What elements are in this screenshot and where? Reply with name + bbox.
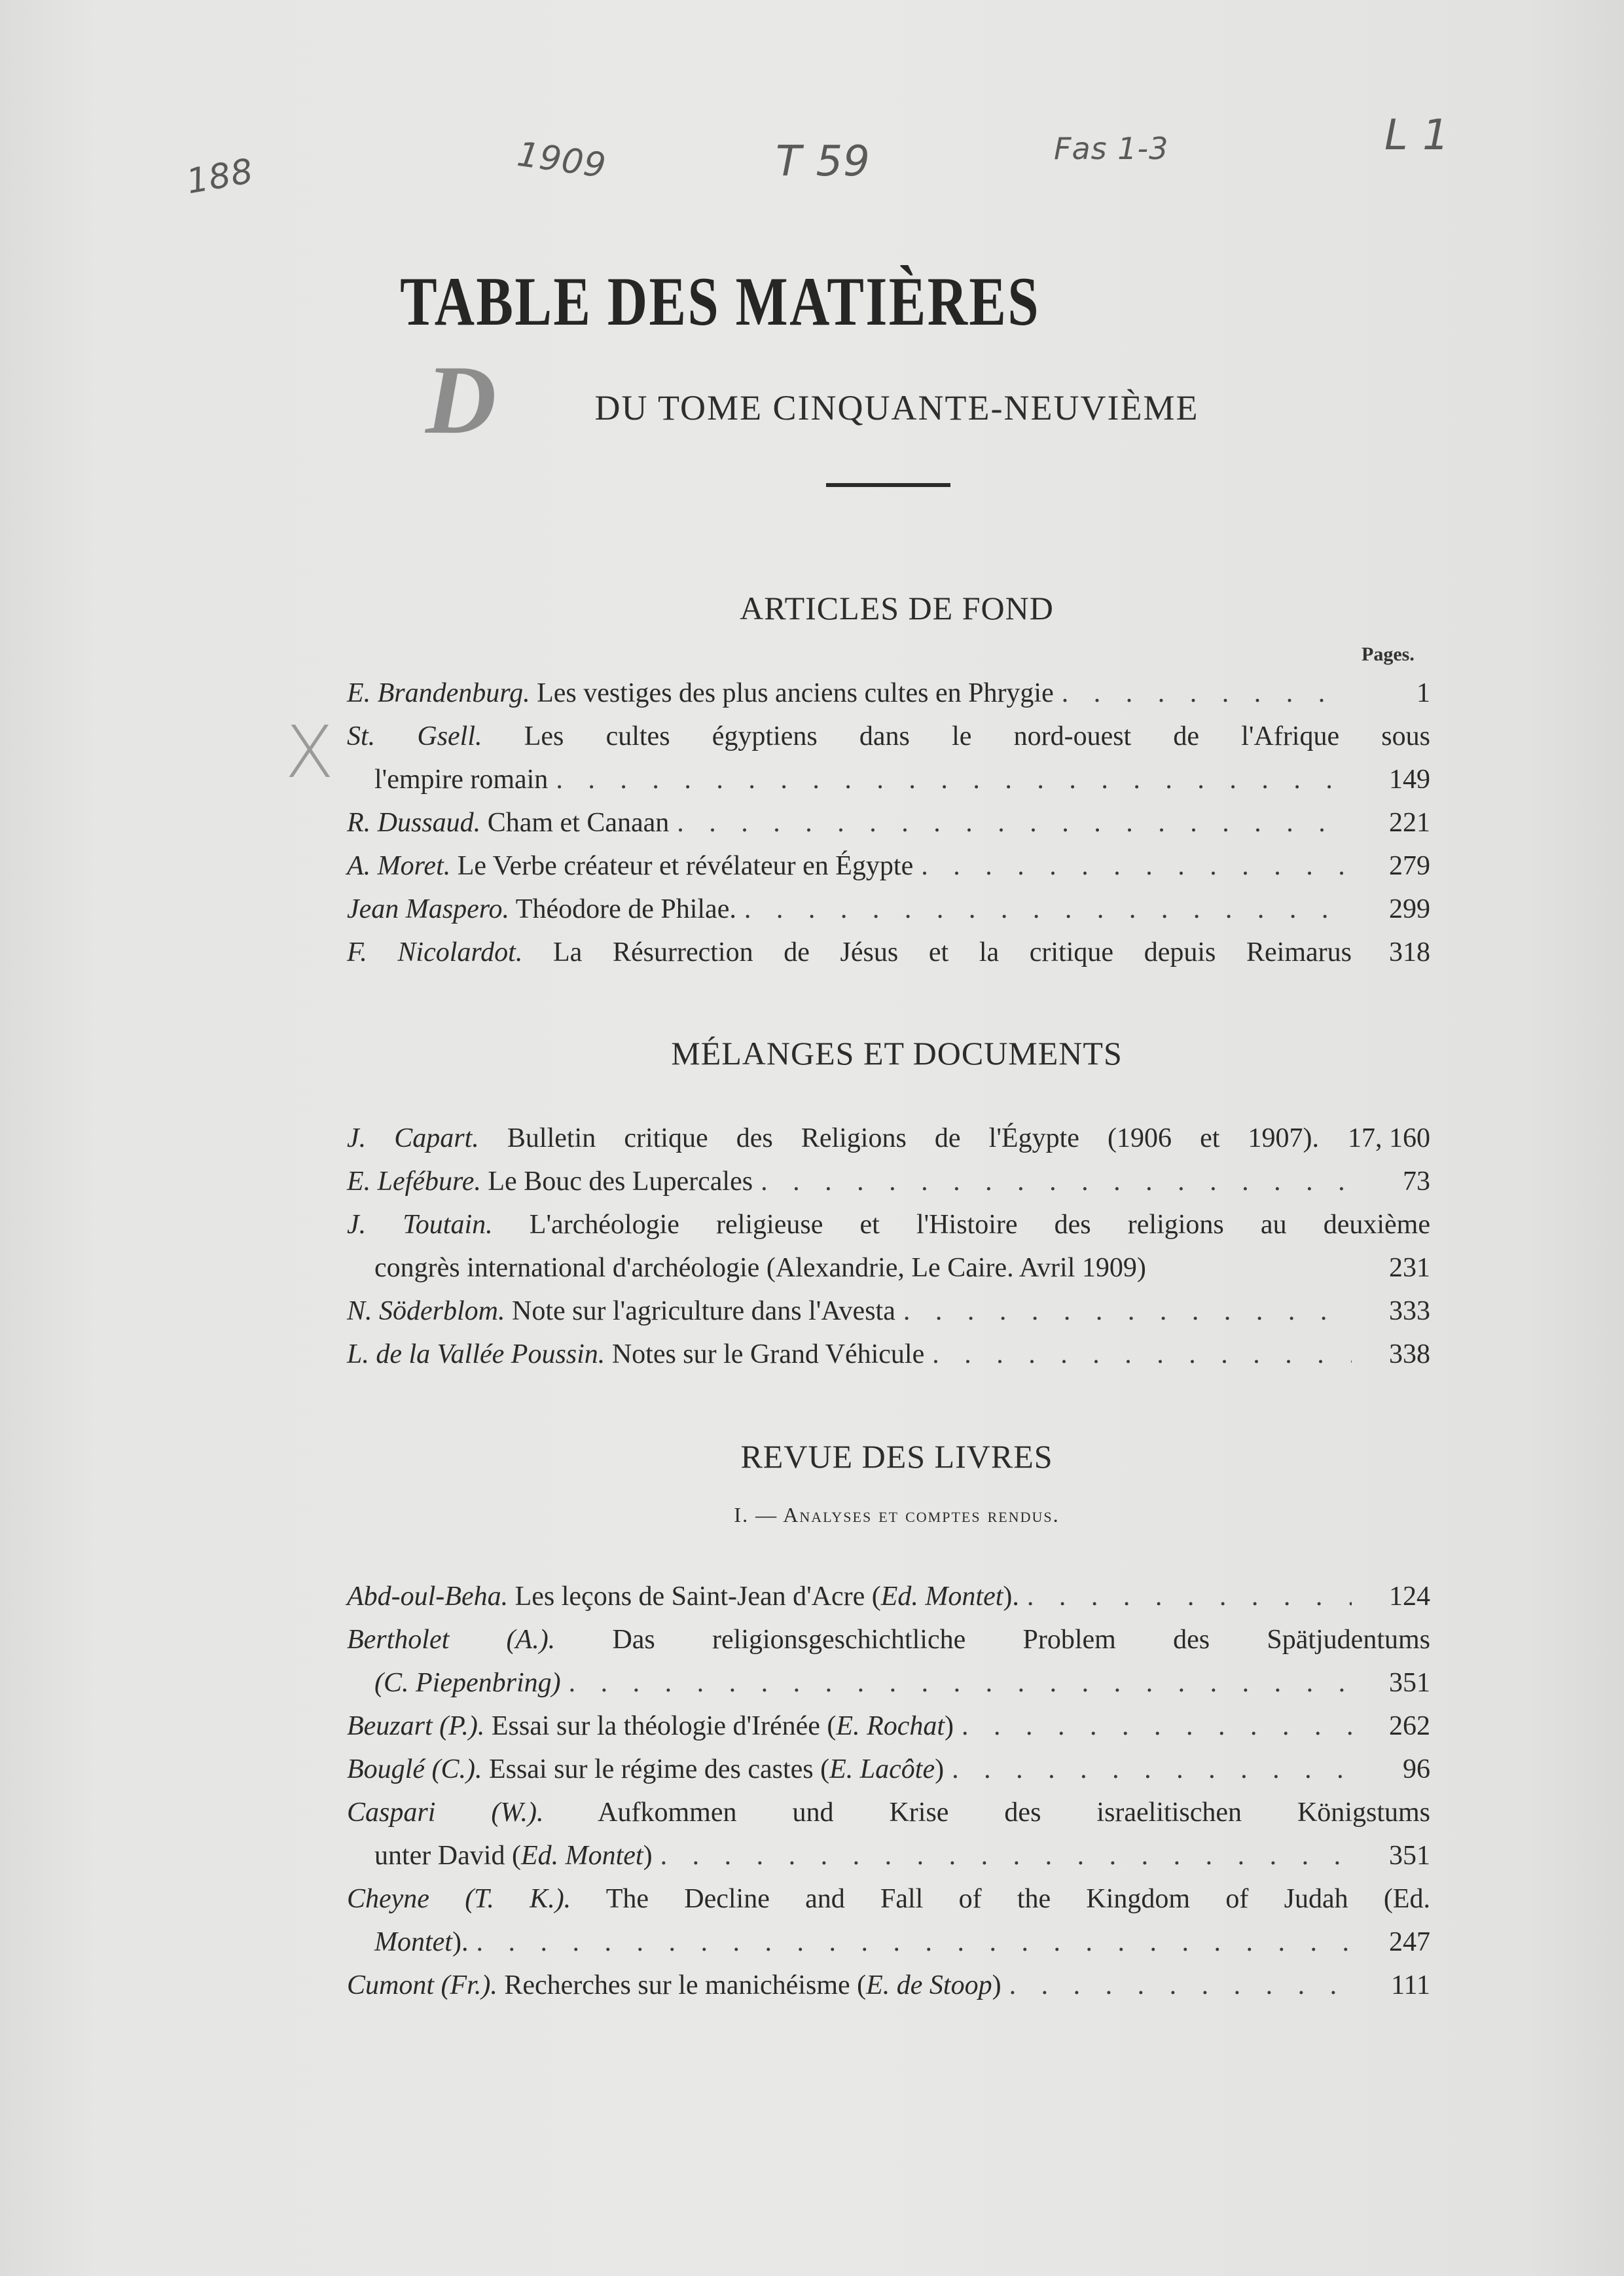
entry-page: 351 — [1389, 1668, 1430, 1698]
entry-author: J. Capart. — [347, 1123, 479, 1153]
articles-list — [347, 672, 1430, 974]
revue-list — [347, 1575, 1430, 2007]
toc-entry-continuation — [347, 758, 1430, 801]
section-heading-articles: ARTICLES DE FOND — [740, 590, 1054, 626]
toc-entry: Bouglé (C.). Essai sur le régime des castes (E. Lacôte) . . . 96 — [347, 1748, 1430, 1791]
toc-entry — [347, 1203, 1430, 1246]
pages-column-label: Pages. — [1362, 643, 1415, 665]
entry-page: 111 — [1391, 1970, 1430, 2000]
entry-author: J. Toutain. — [347, 1210, 493, 1240]
entry-author: Abd-oul-Beha. — [347, 1581, 509, 1612]
entry-author: St. Gsell. — [347, 721, 482, 751]
stamp-letter: D — [425, 346, 497, 454]
toc-entry — [347, 672, 1430, 715]
entry-author: Caspari (W.). — [347, 1797, 544, 1828]
handwritten-note-5: L 1 — [1384, 111, 1450, 160]
entry-page: 96 — [1403, 1754, 1430, 1784]
entry-author: F. Nicolardot. — [347, 937, 523, 967]
entry-page: 149 — [1389, 765, 1430, 795]
section-heading-revue: REVUE DES LIVRES — [740, 1438, 1053, 1475]
toc-entry — [347, 1160, 1430, 1203]
melanges-list — [347, 1117, 1430, 1376]
entry-title: Notes sur le Grand Véhicule — [611, 1339, 925, 1369]
entry-author: R. Dussaud. — [347, 808, 481, 838]
handwritten-note-1: 188 — [183, 151, 257, 202]
page-subtitle: DU TOME CINQUANTE-NEUVIÈME — [594, 388, 1199, 427]
title-divider — [826, 483, 950, 487]
entry-title: Essai sur le régime des castes ( — [488, 1754, 830, 1784]
toc-entry — [347, 1117, 1430, 1160]
entry-page: 17, 160 — [1348, 1123, 1430, 1153]
entry-title: Le Bouc des Lupercales — [488, 1166, 753, 1197]
toc-entry — [347, 844, 1430, 888]
entry-page: 333 — [1389, 1296, 1430, 1326]
entry-title: Aufkommen und Krise des israelitischen Königstums — [598, 1797, 1431, 1828]
entry-title: Le Verbe créateur et révélateur en Égypte — [457, 851, 914, 881]
entry-page: 318 — [1389, 937, 1430, 967]
entry-page: 124 — [1389, 1581, 1430, 1612]
entry-title: La Résurrection de Jésus et la critique depuis Reimarus — [553, 937, 1352, 967]
entry-title: Les cultes égyptiens dans le nord-ouest de l'Afrique sous — [524, 721, 1431, 751]
entry-reviewer: Ed. Montet — [520, 1841, 643, 1871]
subsection-heading-analyses: I. — Analyses et comptes rendus. — [734, 1503, 1060, 1526]
entry-author: Bouglé (C.). — [347, 1754, 482, 1784]
entry-reviewer: (C. Piepenbring) — [374, 1668, 561, 1698]
toc-entry — [347, 1877, 1430, 1921]
entry-author: Cumont (Fr.). — [347, 1970, 497, 2000]
entry-title-cont: congrès international d'archéologie (Alexandrie, Le Caire. Avril 1909) — [374, 1253, 1146, 1283]
entry-page: 231 — [1389, 1253, 1430, 1283]
toc-entry: Cumont (Fr.). Recherches sur le manichéisme (E. de Stoop) . . . 111 — [347, 1964, 1430, 2007]
entry-page: 247 — [1389, 1927, 1430, 1957]
entry-title: Les vestiges des plus anciens cultes en Phrygie — [537, 678, 1054, 708]
handwritten-note-3: T 59 — [776, 137, 871, 186]
entry-page: 279 — [1389, 851, 1430, 881]
entry-title-cont: unter David ( — [374, 1841, 521, 1871]
entry-title: Théodore de Philae. — [515, 894, 736, 924]
entry-author: N. Söderblom. — [347, 1296, 505, 1326]
entry-reviewer: E. Lacôte — [829, 1754, 935, 1784]
toc-entry — [347, 931, 1430, 974]
entry-title: Recherches sur le manichéisme ( — [504, 1970, 867, 2000]
entry-page: 1 — [1416, 678, 1430, 708]
entry-title: Cham et Canaan — [487, 808, 670, 838]
entry-title: Note sur l'agriculture dans l'Avesta — [512, 1296, 895, 1326]
entry-reviewer: E. Rochat — [836, 1711, 945, 1741]
margin-mark: X — [285, 710, 334, 794]
entry-page: 299 — [1389, 894, 1430, 924]
entry-author: Jean Maspero. — [347, 894, 510, 924]
toc-entry-continuation — [347, 1661, 1430, 1705]
entry-page: 221 — [1389, 808, 1430, 838]
entry-page: 351 — [1389, 1841, 1430, 1871]
toc-entry — [347, 801, 1430, 844]
entry-title: Essai sur la théologie d'Irénée ( — [491, 1711, 837, 1741]
entry-title: L'archéologie religieuse et l'Histoire des religions au deuxième — [529, 1210, 1430, 1240]
toc-entry — [347, 715, 1430, 758]
entry-title-cont: l'empire romain — [374, 765, 549, 795]
entry-title: Bulletin critique des Religions de l'Égypte (1906 et 1907). — [507, 1123, 1319, 1153]
handwritten-note-2: 1909 — [514, 134, 609, 187]
entry-author: Cheyne (T. K.). — [347, 1884, 571, 1914]
entry-page: 73 — [1403, 1166, 1430, 1197]
entry-author: Beuzart (P.). — [347, 1711, 485, 1741]
entry-title: Les leçons de Saint-Jean d'Acre ( — [514, 1581, 881, 1612]
page-title: TABLE DES MATIÈRES — [400, 263, 1040, 340]
entry-author: A. Moret. — [347, 851, 451, 881]
entry-author: L. de la Vallée Poussin. — [347, 1339, 605, 1369]
toc-entry-continuation — [347, 1246, 1430, 1290]
entry-title: Das religionsgeschichtliche Problem des Spätjudentums — [612, 1625, 1431, 1655]
toc-entry — [347, 1791, 1430, 1834]
toc-entry: Abd-oul-Beha. Les leçons de Saint-Jean d'Acre (Ed. Montet). . . . 124 — [347, 1575, 1430, 1618]
entry-page: 338 — [1389, 1339, 1430, 1369]
entry-title: The Decline and Fall of the Kingdom of Judah (Ed. — [605, 1884, 1430, 1914]
handwritten-note-4: Fas 1-3 — [1054, 131, 1169, 166]
entry-author: Bertholet (A.). — [347, 1625, 556, 1655]
entry-reviewer: Montet — [374, 1927, 452, 1957]
toc-entry-continuation: unter David (Ed. Montet) . . . 351 — [347, 1834, 1430, 1877]
toc-entry-continuation: Montet). . . . 247 — [347, 1921, 1430, 1964]
entry-reviewer: E. de Stoop — [866, 1970, 992, 2000]
section-heading-melanges: MÉLANGES ET DOCUMENTS — [671, 1035, 1123, 1072]
toc-entry: Beuzart (P.). Essai sur la théologie d'Irénée (E. Rochat) . . . 262 — [347, 1705, 1430, 1748]
entry-author: E. Brandenburg. — [347, 678, 530, 708]
toc-entry — [347, 1333, 1430, 1376]
toc-entry — [347, 1618, 1430, 1661]
entry-reviewer: Ed. Montet — [880, 1581, 1003, 1612]
toc-entry — [347, 888, 1430, 931]
entry-page: 262 — [1389, 1711, 1430, 1741]
toc-entry — [347, 1290, 1430, 1333]
entry-author: E. Lefébure. — [347, 1166, 481, 1197]
